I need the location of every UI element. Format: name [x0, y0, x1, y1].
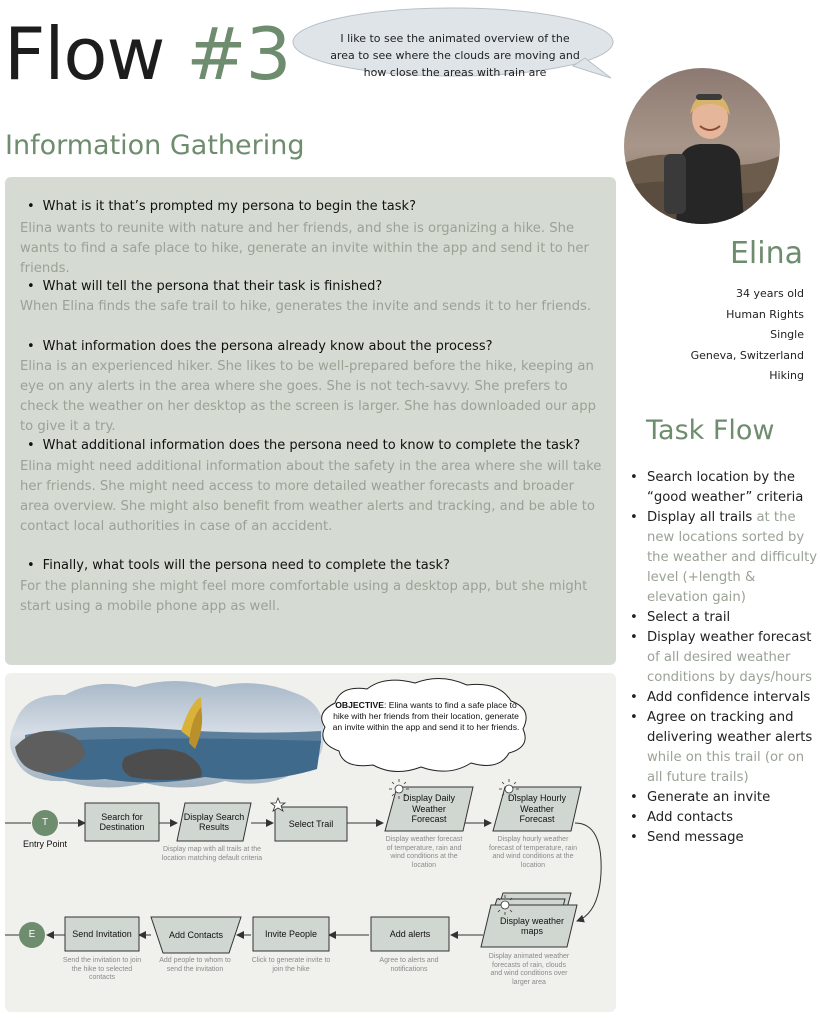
persona-photo	[624, 68, 780, 224]
question-5: • Finally, what tools will the persona need to complete the task?	[27, 558, 450, 573]
answer-2: When Elina finds the safe trail to hike, generates the invite and sends it to her friends.	[20, 299, 592, 314]
note-invite-people: Click to generate invite to join the hike	[251, 957, 331, 973]
node-send-invitation: Send Invitation	[72, 928, 132, 939]
persona-avatar	[624, 68, 780, 224]
node-daily-forecast: Display Daily Weather Forecast	[402, 793, 455, 825]
note-weather-maps: Display animated weather forecasts of rain, clouds and wind conditions over larger area	[488, 953, 570, 986]
task-item: • Generate an invite	[630, 788, 820, 808]
note-hourly-forecast: Display hourly weather forecast of temperature, rain and wind conditions at the location	[489, 836, 577, 869]
objective-text: OBJECTIVE: Elina wants to find a safe place to hike with her friends from their location, generate an invite within the app and send it to her friends.	[332, 700, 520, 732]
note-daily-forecast: Display weather forecast of temperature, rain and wind conditions at the location	[385, 836, 463, 869]
task-item: • Display weather forecast of all desired weather conditions by days/hours	[630, 628, 820, 688]
task-item: • Display all trails at the new locations sorted by the weather and difficulty level (+length & elevation gain)	[630, 508, 820, 608]
question-2: • What will tell the persona that their task is finished?	[27, 279, 382, 294]
question-1: • What is it that’s prompted my persona to begin the task?	[27, 199, 416, 214]
node-add-contacts: Add Contacts	[168, 929, 224, 940]
persona-details	[691, 284, 804, 387]
landscape-image	[10, 681, 323, 788]
node-hourly-forecast: Display Hourly Weather Forecast	[507, 793, 567, 825]
task-flow-list	[630, 468, 820, 848]
start-circle-label: T	[41, 817, 49, 828]
task-item: • Add confidence intervals	[630, 688, 820, 708]
note-send-invitation: Send the invitation to join the hike to selected contacts	[62, 957, 142, 981]
node-invite-people: Invite People	[264, 928, 318, 939]
answer-5: For the planning she might feel more comfortable using a desktop app, but she might start using a mobile phone app as well.	[20, 579, 588, 614]
entry-point-label: Entry Point	[23, 839, 68, 849]
task-item: • Agree on tracking and delivering weather alerts while on this trail (or on all future trails)	[630, 708, 820, 788]
note-add-alerts: Agree to alerts and notifications	[379, 957, 439, 973]
persona-status: Single	[770, 328, 804, 341]
persona-name: Elina	[729, 236, 803, 271]
note-search-results: Display map with all trails at the location matching default criteria	[161, 846, 263, 862]
task-item: • Send message	[630, 828, 820, 848]
task-item: • Select a trail	[630, 608, 820, 628]
end-circle-label: E	[28, 929, 36, 940]
note-add-contacts: Add people to whom to send the invitation	[159, 957, 231, 973]
persona-occupation: Human Rights	[726, 307, 804, 321]
task-item: • Search location by the “good weather” criteria	[630, 468, 820, 508]
node-weather-maps: Display weather maps	[499, 915, 565, 936]
task-item: • Add contacts	[630, 808, 820, 828]
flow-diagram	[5, 673, 616, 1012]
persona-age: 34 years old	[735, 287, 804, 300]
question-4: • What additional information does the persona need to know to complete the task?	[27, 438, 580, 453]
node-display-search-results: Display Search Results	[183, 811, 245, 832]
answer-1: Elina wants to reunite with nature and her friends, and she is organizing a hike. She wants to find a safe place to hike, generate an invite within the app and send it to her friends.	[20, 221, 589, 276]
section-title-information-gathering: Information Gathering	[5, 130, 305, 161]
node-search-destination: Search for Destination	[99, 811, 145, 832]
flow-title-number: #3	[186, 12, 291, 96]
persona-quote: I like to see the animated overview of the area to see where the clouds are moving and how close the areas with rain are	[330, 32, 580, 79]
flow-title-word: Flow	[4, 12, 165, 96]
answer-4: Elina might need additional information about the safety in the area where she will take her friends. She might need access to more detailed weather forecasts and broader area overview. She might also benefit from weather alerts and tracking, and be able to contact local authorities in case of an accident.	[20, 459, 602, 534]
information-gathering-panel	[5, 177, 616, 665]
node-add-alerts: Add alerts	[389, 928, 431, 939]
task-flow-title: Task Flow	[646, 415, 775, 446]
persona-hobby: Hiking	[769, 369, 804, 382]
question-3: • What information does the persona already know about the process?	[27, 339, 493, 354]
answer-3: Elina is an experienced hiker. She likes to be well-prepared before the hike, keeping an eye on any alerts in the area where she goes. She is not tech-savvy. She prefers to check the weather on her desktop as the screen is larger. She has downloaded our app to give it a try.	[20, 359, 596, 434]
node-select-trail: Select Trail	[288, 818, 334, 829]
flow-title	[4, 12, 290, 96]
persona-location: Geneva, Switzerland	[690, 348, 804, 362]
